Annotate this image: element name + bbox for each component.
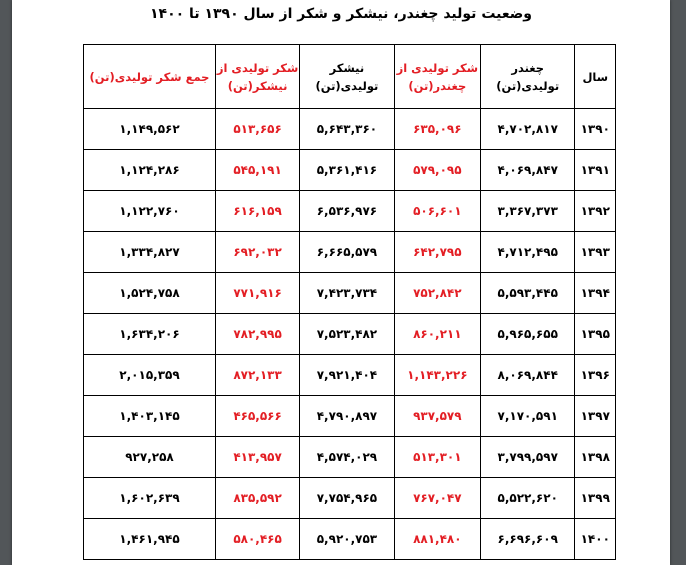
- cell-total: ۱,۶۰۲,۶۳۹: [84, 478, 216, 519]
- cell-beet: ۷,۱۷۰,۵۹۱: [480, 396, 575, 437]
- cell-sugar-cane: ۷۷۱,۹۱۶: [216, 273, 300, 314]
- cell-sugar-cane: ۵۱۳,۶۵۶: [216, 109, 300, 150]
- cell-year: ۱۳۹۸: [575, 437, 616, 478]
- cell-beet: ۵,۹۶۵,۶۵۵: [480, 314, 575, 355]
- cell-cane: ۷,۹۲۱,۴۰۴: [300, 355, 395, 396]
- table-row: [84, 109, 616, 150]
- cell-sugar-cane: ۸۳۵,۵۹۲: [216, 478, 300, 519]
- cell-cane: ۶,۵۳۶,۹۷۶: [300, 191, 395, 232]
- cell-sugar-beet: ۵۷۹,۰۹۵: [394, 150, 480, 191]
- cell-year: ۱۳۹۶: [575, 355, 616, 396]
- cell-sugar-cane: ۶۱۶,۱۵۹: [216, 191, 300, 232]
- table-row: [84, 191, 616, 232]
- cell-year: ۱۳۹۵: [575, 314, 616, 355]
- cell-sugar-beet: ۹۳۷,۵۷۹: [394, 396, 480, 437]
- cell-total: ۱,۶۳۴,۲۰۶: [84, 314, 216, 355]
- cell-beet: ۶,۶۹۶,۶۰۹: [480, 519, 575, 560]
- cell-cane: ۶,۶۶۵,۵۷۹: [300, 232, 395, 273]
- cell-cane: ۷,۴۲۳,۷۳۴: [300, 273, 395, 314]
- cell-cane: ۷,۷۵۴,۹۶۵: [300, 478, 395, 519]
- cell-cane: ۵,۹۲۰,۷۵۳: [300, 519, 395, 560]
- table-header-row: [84, 45, 616, 109]
- cell-total: ۱,۱۴۹,۵۶۲: [84, 109, 216, 150]
- cell-total: ۲,۰۱۵,۳۵۹: [84, 355, 216, 396]
- table-row: [84, 437, 616, 478]
- cell-sugar-beet: ۸۶۰,۲۱۱: [394, 314, 480, 355]
- cell-sugar-cane: ۷۸۲,۹۹۵: [216, 314, 300, 355]
- cell-sugar-beet: ۱,۱۴۳,۲۲۶: [394, 355, 480, 396]
- header-cane: نیشکر تولیدی(تن): [300, 45, 395, 109]
- cell-cane: ۵,۶۴۳,۳۶۰: [300, 109, 395, 150]
- cell-beet: ۴,۷۱۲,۴۹۵: [480, 232, 575, 273]
- header-total: جمع شکر تولیدی(تن): [84, 45, 216, 109]
- table-row: [84, 232, 616, 273]
- table-row: [84, 396, 616, 437]
- table-row: [84, 355, 616, 396]
- cell-sugar-cane: ۶۹۲,۰۳۲: [216, 232, 300, 273]
- cell-total: ۱,۴۶۱,۹۴۵: [84, 519, 216, 560]
- cell-year: ۱۳۹۹: [575, 478, 616, 519]
- cell-year: ۱۳۹۷: [575, 396, 616, 437]
- header-sugar-cane: شکر تولیدی از نیشکر(تن): [216, 45, 300, 109]
- cell-beet: ۳,۷۹۹,۵۹۷: [480, 437, 575, 478]
- cell-sugar-beet: ۷۶۷,۰۴۷: [394, 478, 480, 519]
- cell-year: ۱۳۹۳: [575, 232, 616, 273]
- cell-year: ۱۳۹۰: [575, 109, 616, 150]
- cell-year: ۱۳۹۲: [575, 191, 616, 232]
- cell-year: ۱۳۹۱: [575, 150, 616, 191]
- table-row: [84, 150, 616, 191]
- cell-beet: ۴,۰۶۹,۸۴۷: [480, 150, 575, 191]
- cell-total: ۱,۱۲۲,۷۶۰: [84, 191, 216, 232]
- cell-beet: ۵,۵۹۳,۴۴۵: [480, 273, 575, 314]
- cell-sugar-cane: ۵۸۰,۴۶۵: [216, 519, 300, 560]
- cell-sugar-cane: ۴۶۵,۵۶۶: [216, 396, 300, 437]
- cell-sugar-cane: ۴۱۳,۹۵۷: [216, 437, 300, 478]
- cell-total: ۱,۱۲۴,۲۸۶: [84, 150, 216, 191]
- cell-sugar-cane: ۸۷۲,۱۳۳: [216, 355, 300, 396]
- cell-total: ۱,۳۳۴,۸۲۷: [84, 232, 216, 273]
- table-body: [84, 109, 616, 560]
- cell-year: ۱۳۹۴: [575, 273, 616, 314]
- table-row: [84, 519, 616, 560]
- document-page: [12, 0, 670, 565]
- cell-beet: ۴,۷۰۲,۸۱۷: [480, 109, 575, 150]
- cell-cane: ۴,۷۹۰,۸۹۷: [300, 396, 395, 437]
- table-row: [84, 478, 616, 519]
- cell-sugar-beet: ۸۸۱,۴۸۰: [394, 519, 480, 560]
- cell-sugar-beet: ۶۴۲,۷۹۵: [394, 232, 480, 273]
- cell-total: ۱,۴۰۳,۱۴۵: [84, 396, 216, 437]
- page-title: وضعیت تولید چغندر، نیشکر و شکر از سال ۱۳۹۰ تا ۱۴۰۰: [150, 6, 532, 22]
- cell-sugar-beet: ۵۰۶,۶۰۱: [394, 191, 480, 232]
- cell-beet: ۵,۵۲۲,۶۲۰: [480, 478, 575, 519]
- table-row: [84, 273, 616, 314]
- header-year: سال: [575, 45, 616, 109]
- header-sugar-beet: شکر تولیدی از چغندر(تن): [394, 45, 480, 109]
- cell-sugar-beet: ۶۳۵,۰۹۶: [394, 109, 480, 150]
- cell-cane: ۴,۵۷۴,۰۲۹: [300, 437, 395, 478]
- header-beet: چغندر تولیدی(تن): [480, 45, 575, 109]
- cell-total: ۱,۵۲۴,۷۵۸: [84, 273, 216, 314]
- cell-sugar-cane: ۵۴۵,۱۹۱: [216, 150, 300, 191]
- cell-sugar-beet: ۷۵۲,۸۴۲: [394, 273, 480, 314]
- cell-cane: ۷,۵۲۳,۴۸۲: [300, 314, 395, 355]
- cell-beet: ۸,۰۶۹,۸۴۴: [480, 355, 575, 396]
- production-table: [83, 44, 616, 560]
- cell-beet: ۳,۳۶۷,۳۷۳: [480, 191, 575, 232]
- cell-sugar-beet: ۵۱۳,۳۰۱: [394, 437, 480, 478]
- cell-cane: ۵,۳۶۱,۴۱۶: [300, 150, 395, 191]
- cell-total: ۹۲۷,۲۵۸: [84, 437, 216, 478]
- cell-year: ۱۴۰۰: [575, 519, 616, 560]
- table-row: [84, 314, 616, 355]
